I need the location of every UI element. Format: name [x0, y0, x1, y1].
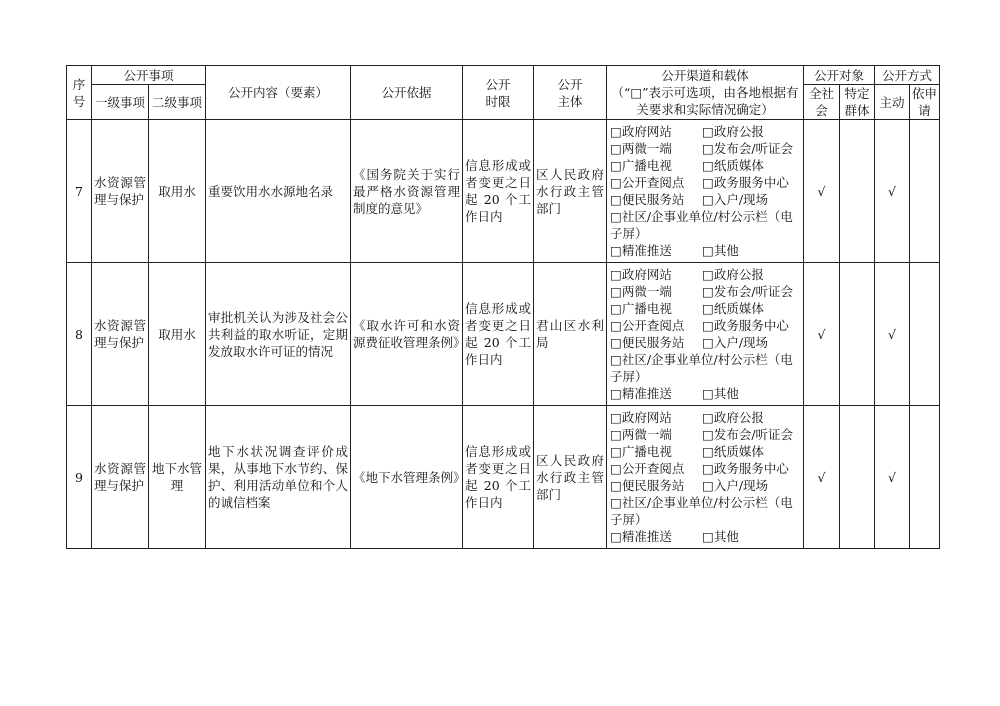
- channel-checkbox[interactable]: □政府网站: [610, 410, 672, 425]
- row-target-specific: [840, 263, 875, 406]
- row-target-all: √: [804, 406, 840, 549]
- row-level2: 地下水管理: [149, 406, 206, 549]
- channel-checkbox[interactable]: □广播电视: [610, 158, 672, 173]
- channel-checkbox[interactable]: □政务服务中心: [702, 175, 789, 190]
- row-content: 地下水状况调查评价成果，从事地下水节约、保护、利用活动单位和个人的诚信档案: [206, 406, 351, 549]
- row-basis: 《国务院关于实行最严格水资源管理制度的意见》: [351, 120, 463, 263]
- channel-checkbox[interactable]: □发布会/听证会: [702, 427, 794, 442]
- channel-checkbox[interactable]: □公开查阅点: [610, 175, 685, 190]
- row-seq: 9: [67, 406, 92, 549]
- row-subject: 区人民政府水行政主管部门: [534, 406, 607, 549]
- row-target-all: √: [804, 263, 840, 406]
- row-method-request: [910, 120, 940, 263]
- row-time-limit: 信息形成或者变更之日起 20 个工作日内: [463, 263, 534, 406]
- channel-checkbox[interactable]: □社区/企事业单位/村公示栏（电子屏）: [610, 352, 793, 384]
- row-method-request: [910, 406, 940, 549]
- channel-checkbox[interactable]: □两微一端: [610, 284, 672, 299]
- row-seq: 7: [67, 120, 92, 263]
- table-row: [67, 263, 940, 406]
- row-content: 审批机关认为涉及社会公共利益的取水听证，定期发放取水许可证的情况: [206, 263, 351, 406]
- row-content: 重要饮用水水源地名录: [206, 120, 351, 263]
- channel-checkbox[interactable]: □政府公报: [702, 124, 764, 139]
- header-seq: 序号: [67, 66, 92, 120]
- channel-checkbox[interactable]: □便民服务站: [610, 335, 685, 350]
- channel-checkbox[interactable]: □两微一端: [610, 427, 672, 442]
- table-row: [67, 120, 940, 263]
- channel-checkbox[interactable]: □社区/企事业单位/村公示栏（电子屏）: [610, 495, 793, 527]
- row-method-active: √: [875, 120, 910, 263]
- channel-checkbox[interactable]: □政府公报: [702, 410, 764, 425]
- row-method-active: √: [875, 263, 910, 406]
- channel-checkbox[interactable]: □便民服务站: [610, 192, 685, 207]
- header-content: 公开内容（要素）: [206, 66, 351, 120]
- header-target-group: 公开对象: [804, 66, 875, 85]
- header-channel-title: 公开渠道和载体: [661, 68, 749, 83]
- row-level2: 取用水: [149, 263, 206, 406]
- channel-checkbox[interactable]: □入户/现场: [702, 335, 769, 350]
- header-channel: [607, 66, 804, 120]
- row-basis: 《取水许可和水资源费征收管理条例》: [351, 263, 463, 406]
- header-method-request: 依申请: [910, 85, 940, 120]
- header-target-all: 全社会: [804, 85, 840, 120]
- header-level2: 二级事项: [149, 85, 206, 120]
- channel-checkbox[interactable]: □纸质媒体: [702, 444, 764, 459]
- channel-checkbox[interactable]: □广播电视: [610, 444, 672, 459]
- header-subject: 公开 主体: [534, 66, 607, 120]
- row-channels: [607, 406, 804, 549]
- row-basis: 《地下水管理条例》: [351, 406, 463, 549]
- channel-checkbox[interactable]: □便民服务站: [610, 478, 685, 493]
- channel-checkbox[interactable]: □政务服务中心: [702, 461, 789, 476]
- row-channels: [607, 263, 804, 406]
- header-target-specific: 特定群体: [840, 85, 875, 120]
- channel-checkbox[interactable]: □政府网站: [610, 124, 672, 139]
- channel-checkbox[interactable]: □发布会/听证会: [702, 141, 794, 156]
- header-method-active: 主动: [875, 85, 910, 120]
- channel-checkbox[interactable]: □发布会/听证会: [702, 284, 794, 299]
- channel-checkbox[interactable]: □社区/企事业单位/村公示栏（电子屏）: [610, 209, 793, 241]
- row-target-all: √: [804, 120, 840, 263]
- channel-checkbox[interactable]: □其他: [702, 529, 739, 544]
- header-level1: 一级事项: [92, 85, 149, 120]
- channel-checkbox[interactable]: □精准推送: [610, 243, 672, 258]
- channel-checkbox[interactable]: □入户/现场: [702, 478, 769, 493]
- row-subject: 君山区水利局: [534, 263, 607, 406]
- channel-checkbox[interactable]: □纸质媒体: [702, 301, 764, 316]
- channel-checkbox[interactable]: □入户/现场: [702, 192, 769, 207]
- channel-checkbox[interactable]: □公开查阅点: [610, 318, 685, 333]
- row-channels: [607, 120, 804, 263]
- header-time-limit: 公开 时限: [463, 66, 534, 120]
- table-row: [67, 406, 940, 549]
- row-subject: 区人民政府水行政主管部门: [534, 120, 607, 263]
- row-level1: 水资源管理与保护: [92, 406, 149, 549]
- channel-checkbox[interactable]: □政府网站: [610, 267, 672, 282]
- channel-checkbox[interactable]: □其他: [702, 243, 739, 258]
- channel-checkbox[interactable]: □广播电视: [610, 301, 672, 316]
- channel-checkbox[interactable]: □两微一端: [610, 141, 672, 156]
- row-level1: 水资源管理与保护: [92, 120, 149, 263]
- disclosure-table: [66, 65, 940, 549]
- row-time-limit: 信息形成或者变更之日起 20 个工作日内: [463, 120, 534, 263]
- channel-checkbox[interactable]: □其他: [702, 386, 739, 401]
- channel-checkbox[interactable]: □政务服务中心: [702, 318, 789, 333]
- row-target-specific: [840, 120, 875, 263]
- channel-checkbox[interactable]: □公开查阅点: [610, 461, 685, 476]
- row-time-limit: 信息形成或者变更之日起 20 个工作日内: [463, 406, 534, 549]
- row-level2: 取用水: [149, 120, 206, 263]
- row-method-active: √: [875, 406, 910, 549]
- channel-checkbox[interactable]: □精准推送: [610, 529, 672, 544]
- header-items-group: 公开事项: [92, 66, 206, 85]
- channel-checkbox[interactable]: □纸质媒体: [702, 158, 764, 173]
- header-method-group: 公开方式: [875, 66, 940, 85]
- row-seq: 8: [67, 263, 92, 406]
- channel-checkbox[interactable]: □精准推送: [610, 386, 672, 401]
- row-level1: 水资源管理与保护: [92, 263, 149, 406]
- row-method-request: [910, 263, 940, 406]
- header-basis: 公开依据: [351, 66, 463, 120]
- row-target-specific: [840, 406, 875, 549]
- header-channel-note: （“□”表示可选项，由各地根据有关要求和实际情况确定）: [611, 85, 799, 117]
- channel-checkbox[interactable]: □政府公报: [702, 267, 764, 282]
